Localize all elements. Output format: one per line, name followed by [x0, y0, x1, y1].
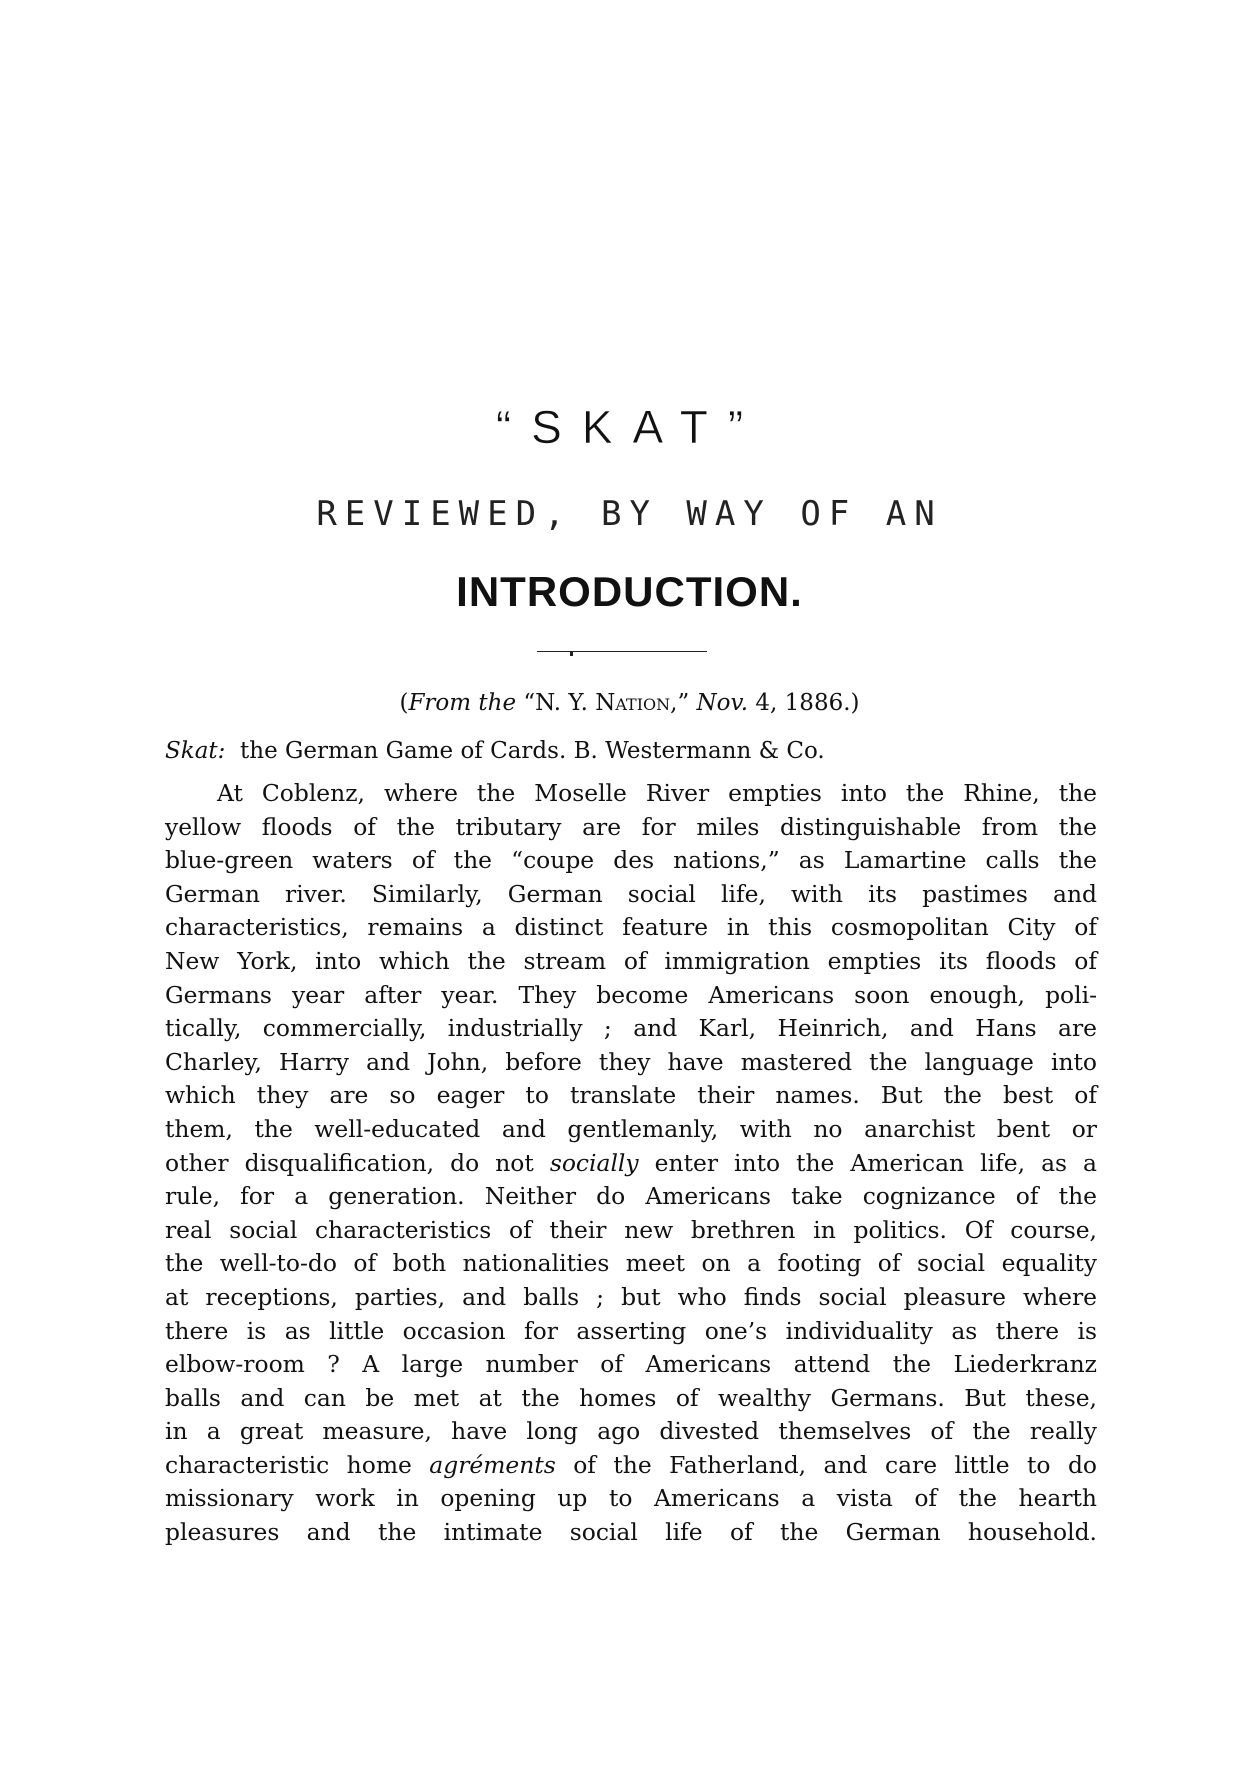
source-date: 4, 1886.): [755, 690, 860, 716]
source-month: Nov.: [696, 690, 749, 716]
text-line-mixed: [165, 1449, 1097, 1483]
book-details: the German Game of Cards. B. Westermann & Co.: [240, 738, 825, 764]
book-reference: [165, 738, 825, 764]
text-line: which they are so eager to translate their names. But the best of: [165, 1081, 1097, 1110]
book-title: “SKAT”: [495, 401, 764, 453]
source-from: From the: [408, 690, 517, 716]
text-line: characteristics, remains a distinct feature in this cosmopolitan City of: [165, 913, 1097, 942]
text-line: at receptions, parties, and balls ; but who finds social pleasure where: [165, 1282, 1097, 1311]
text-line: tically, commercially, industrially ; and Karl, Heinrich, and Hans are: [165, 1014, 1097, 1043]
text-segment: of the Fatherland, and care little to do: [573, 1450, 1097, 1479]
text-line: New York, into which the stream of immigration empties its floods of: [165, 946, 1097, 975]
text-line: yellow floods of the tributary are for miles distinguishable from the: [165, 812, 1097, 841]
text-line: elbow-room ? A large number of Americans attend the Liederkranz: [165, 1350, 1097, 1379]
ornamental-rule-dot: [570, 651, 573, 656]
text-segment: enter into the American life, as a: [654, 1148, 1098, 1177]
text-line: German river. Similarly, German social life, with its pastimes and: [165, 879, 1097, 908]
text-line-mixed: [165, 1147, 1097, 1181]
text-segment: other disqualification, do not: [165, 1148, 534, 1177]
section-heading: INTRODUCTION.: [456, 568, 803, 615]
text-segment: characteristic home: [165, 1450, 412, 1479]
emphasis-socially: socially: [549, 1148, 639, 1177]
source-publication: “N. Y. Nation,”: [523, 690, 690, 716]
book-name: Skat:: [165, 738, 226, 764]
body-paragraph: [165, 777, 1097, 1550]
ornamental-rule: [537, 651, 707, 652]
text-line: real social characteristics of their new brethren in politics. Of course,: [165, 1215, 1097, 1244]
text-line: At Coblenz, where the Moselle River empties into the Rhine, the: [217, 779, 1097, 807]
text-line: the well-to-do of both nationalities meet on a footing of social equality: [165, 1249, 1097, 1278]
text-line: pleasures and the intimate social life of the German household.: [165, 1518, 1097, 1547]
text-line: them, the well-educated and gentlemanly, with no anarchist bent or: [165, 1114, 1097, 1143]
subtitle: REVIEWED, BY WAY OF AN: [316, 494, 943, 534]
emphasis-agrements: agréments: [429, 1450, 556, 1479]
text-line: blue-green waters of the “coupe des nations,” as Lamartine calls the: [165, 846, 1097, 875]
text-line: balls and can be met at the homes of wealthy Germans. But these,: [165, 1383, 1097, 1412]
text-line: missionary work in opening up to Americans a vista of the hearth: [165, 1484, 1097, 1513]
text-line: in a great measure, have long ago divested themselves of the really: [165, 1417, 1097, 1446]
text-line: there is as little occasion for asserting one’s individuality as there is: [165, 1316, 1097, 1345]
text-line: rule, for a generation. Neither do Americans take cognizance of the: [165, 1182, 1097, 1211]
text-line: Germans year after year. They become Americans soon enough, poli-: [165, 980, 1097, 1009]
text-line: Charley, Harry and John, before they have mastered the language into: [165, 1047, 1097, 1076]
source-citation: (From the “N. Y. Nation,” Nov. 4, 1886.): [399, 690, 860, 716]
